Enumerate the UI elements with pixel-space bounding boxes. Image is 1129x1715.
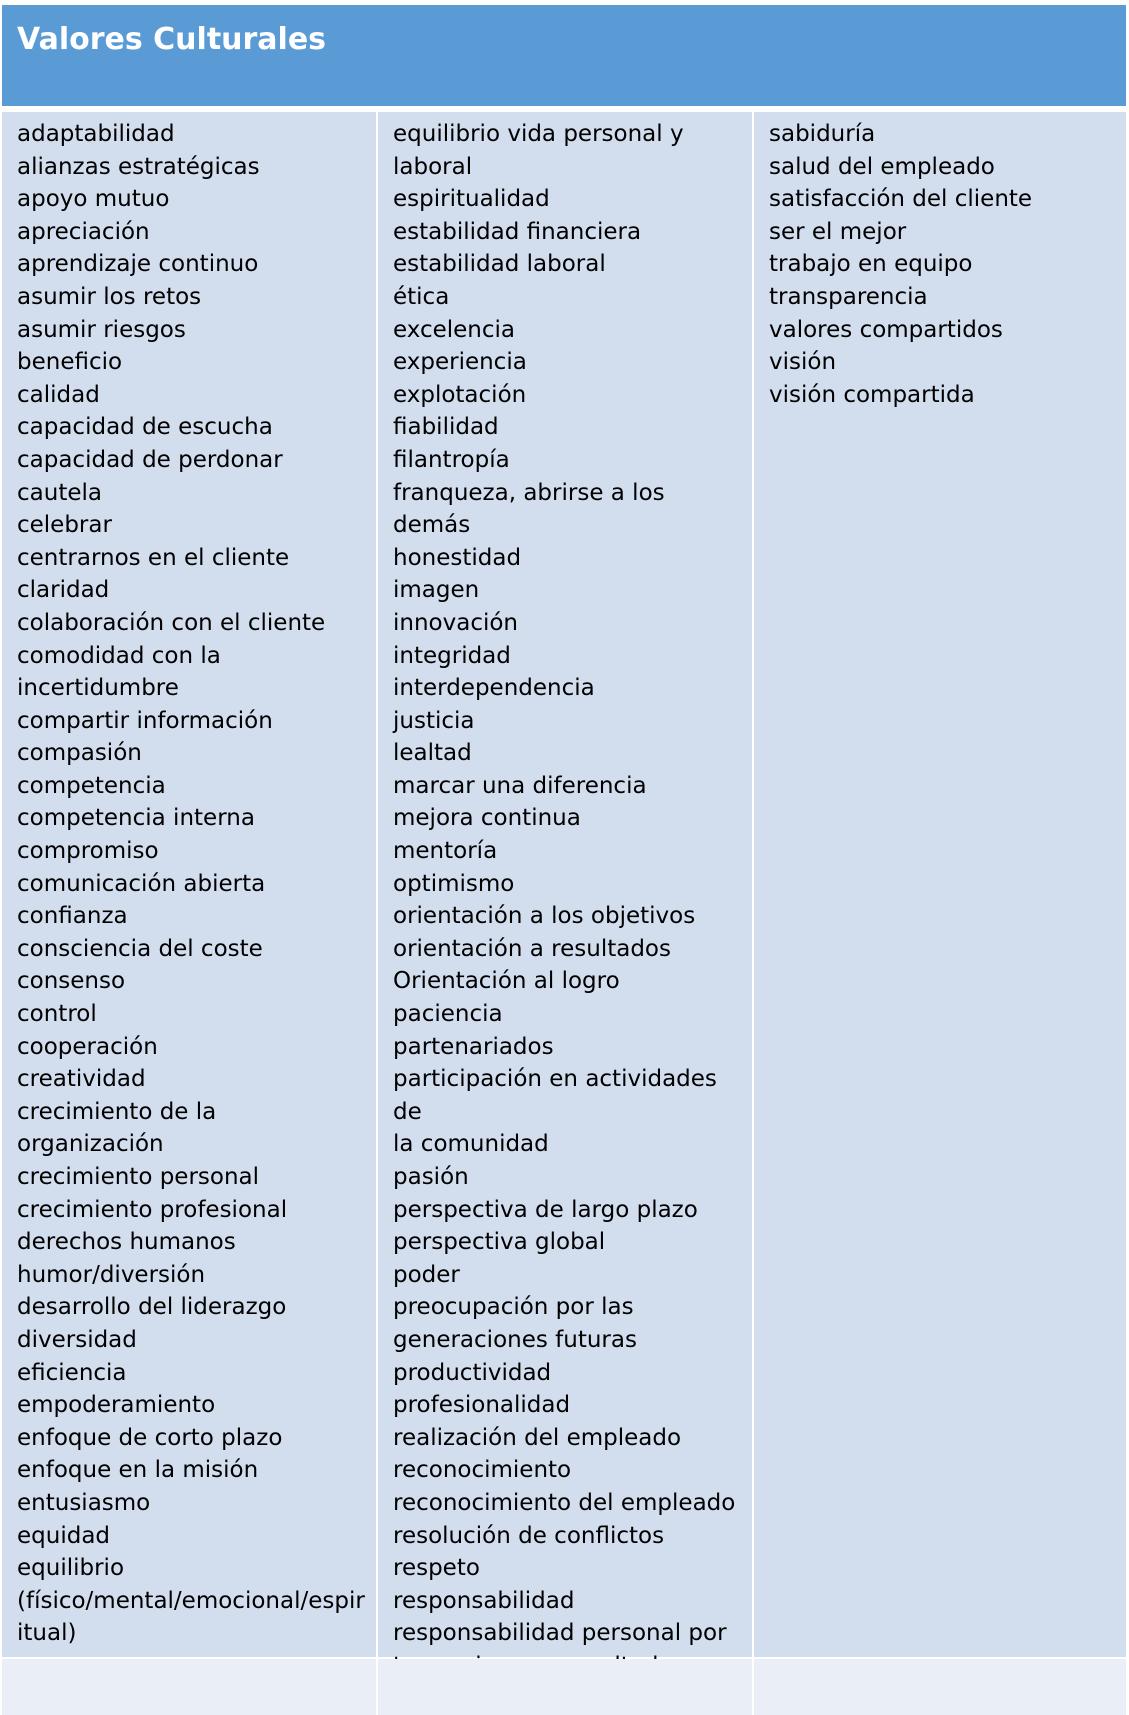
- value-item: perspectiva de largo plazo: [393, 1196, 698, 1223]
- value-item: enfoque de corto plazo: [17, 1424, 283, 1451]
- value-item: estabilidad laboral: [393, 251, 606, 278]
- value-item: consciencia del coste: [17, 935, 263, 962]
- value-item: visión compartida: [769, 381, 975, 408]
- value-item: apreciación: [17, 218, 150, 245]
- value-item: optimismo: [393, 870, 515, 897]
- value-item: resolución de conflictos: [393, 1522, 665, 1549]
- value-item: empoderamiento: [17, 1392, 216, 1419]
- value-item: derechos humanos: [17, 1229, 236, 1256]
- value-item: partenariados: [393, 1033, 554, 1060]
- value-item: experiencia: [393, 349, 527, 376]
- value-item: asumir los retos: [17, 283, 202, 310]
- value-item: mentoría: [393, 838, 498, 865]
- value-item: equilibrio (físico/mental/emocional/espir itual): [17, 1555, 365, 1647]
- value-item: orientación a los objetivos: [393, 903, 696, 930]
- value-item: imagen: [393, 577, 480, 604]
- value-item: Orientación al logro: [393, 968, 620, 995]
- value-item: comunicación abierta: [17, 870, 266, 897]
- value-item: reconocimiento del empleado: [393, 1489, 736, 1516]
- value-item: ser el mejor: [769, 218, 907, 245]
- value-item: marcar una diferencia: [393, 772, 647, 799]
- value-item: transparencia: [769, 283, 928, 310]
- value-item: responsabilidad: [393, 1587, 575, 1614]
- value-item: competencia interna: [17, 805, 255, 832]
- value-item: productividad: [393, 1359, 552, 1386]
- value-item: preocupación por las generaciones futuras: [393, 1294, 637, 1353]
- value-item: paciencia: [393, 1001, 503, 1028]
- value-item: capacidad de perdonar: [17, 446, 283, 473]
- value-item: espiritualidad: [393, 186, 550, 213]
- value-item: entusiasmo: [17, 1489, 151, 1516]
- table-header: [2, 5, 1126, 106]
- value-item: compromiso: [17, 838, 159, 865]
- value-item: trabajo en equipo: [769, 251, 973, 278]
- value-item: pasión: [393, 1164, 469, 1190]
- value-item: poder: [393, 1261, 460, 1288]
- value-item: capacidad de escucha: [17, 414, 273, 441]
- value-item: cautela: [17, 479, 102, 506]
- value-item: beneficio: [17, 349, 123, 376]
- value-item: centrarnos en el cliente: [17, 544, 290, 571]
- value-item: ética: [393, 283, 450, 310]
- value-item: compartir información: [17, 707, 273, 734]
- value-item: equidad: [17, 1522, 111, 1549]
- value-item: perspectiva global: [393, 1229, 606, 1256]
- value-item: enfoque en la misión: [17, 1457, 259, 1484]
- value-item: realización del empleado: [393, 1424, 682, 1451]
- value-item: integridad: [393, 642, 511, 669]
- value-item: honestidad: [393, 544, 522, 571]
- value-item: celebrar: [17, 512, 112, 539]
- value-item: eficiencia: [17, 1359, 127, 1386]
- value-item: orientación a resultados: [393, 935, 671, 962]
- value-item: respeto: [393, 1555, 480, 1582]
- value-item: aprendizaje continuo: [17, 251, 259, 278]
- value-item: valores compartidos: [769, 316, 1003, 343]
- value-item: innovación: [393, 609, 519, 636]
- value-item: salud del empleado: [769, 153, 995, 180]
- value-item: interdependencia: [393, 675, 595, 702]
- value-item: equilibrio vida personal y laboral: [393, 121, 684, 180]
- value-item: calidad: [17, 381, 100, 408]
- value-item: crecimiento profesional: [17, 1196, 288, 1223]
- value-item: diversidad: [17, 1326, 137, 1353]
- value-item: explotación: [393, 381, 527, 408]
- value-item: sabiduría: [769, 121, 876, 147]
- value-item: creatividad: [17, 1066, 146, 1093]
- value-item: compasión: [17, 740, 142, 767]
- empty-footer-cell-3: [754, 1659, 1126, 1715]
- value-item: excelencia: [393, 316, 515, 343]
- value-item: participación en actividades de la comunidad: [393, 1066, 717, 1158]
- value-item: colaboración con el cliente: [17, 609, 326, 636]
- value-item: cooperación: [17, 1033, 158, 1060]
- value-item: consenso: [17, 968, 126, 995]
- value-item: humor/diversión: [17, 1261, 206, 1288]
- value-item: crecimiento personal: [17, 1164, 260, 1190]
- value-item: desarrollo del liderazgo: [17, 1294, 287, 1321]
- table-title: Valores Culturales: [17, 22, 327, 57]
- value-item: mejora continua: [393, 805, 581, 832]
- value-item: claridad: [17, 577, 110, 604]
- value-item: estabilidad financiera: [393, 218, 642, 245]
- value-item: competencia: [17, 772, 166, 799]
- value-item: visión: [769, 349, 837, 376]
- value-item: alianzas estratégicas: [17, 153, 260, 180]
- values-column-1: [2, 112, 376, 1657]
- value-item: control: [17, 1001, 97, 1028]
- value-item: confianza: [17, 903, 128, 930]
- value-item: lealtad: [393, 740, 472, 767]
- value-item: fiabilidad: [393, 414, 499, 441]
- value-item: adaptabilidad: [17, 121, 175, 147]
- empty-footer-cell-1: [2, 1659, 376, 1715]
- value-item: crecimiento de la organización: [17, 1098, 217, 1158]
- values-column-2: [378, 112, 752, 1657]
- value-item: comodidad con la incertidumbre: [17, 642, 221, 702]
- value-item: filantropía: [393, 446, 510, 473]
- value-item: reconocimiento: [393, 1457, 572, 1484]
- value-item: responsabilidad personal por: [393, 1620, 727, 1647]
- value-item: apoyo mutuo: [17, 186, 170, 213]
- value-item: franqueza, abrirse a los demás: [393, 479, 665, 539]
- value-item: profesionalidad: [393, 1392, 571, 1419]
- value-item: justicia: [393, 707, 475, 734]
- value-item: asumir riesgos: [17, 316, 186, 343]
- values-column-3: [754, 112, 1126, 1657]
- value-item: satisfacción del cliente: [769, 186, 1033, 213]
- empty-footer-cell-2: [378, 1659, 752, 1715]
